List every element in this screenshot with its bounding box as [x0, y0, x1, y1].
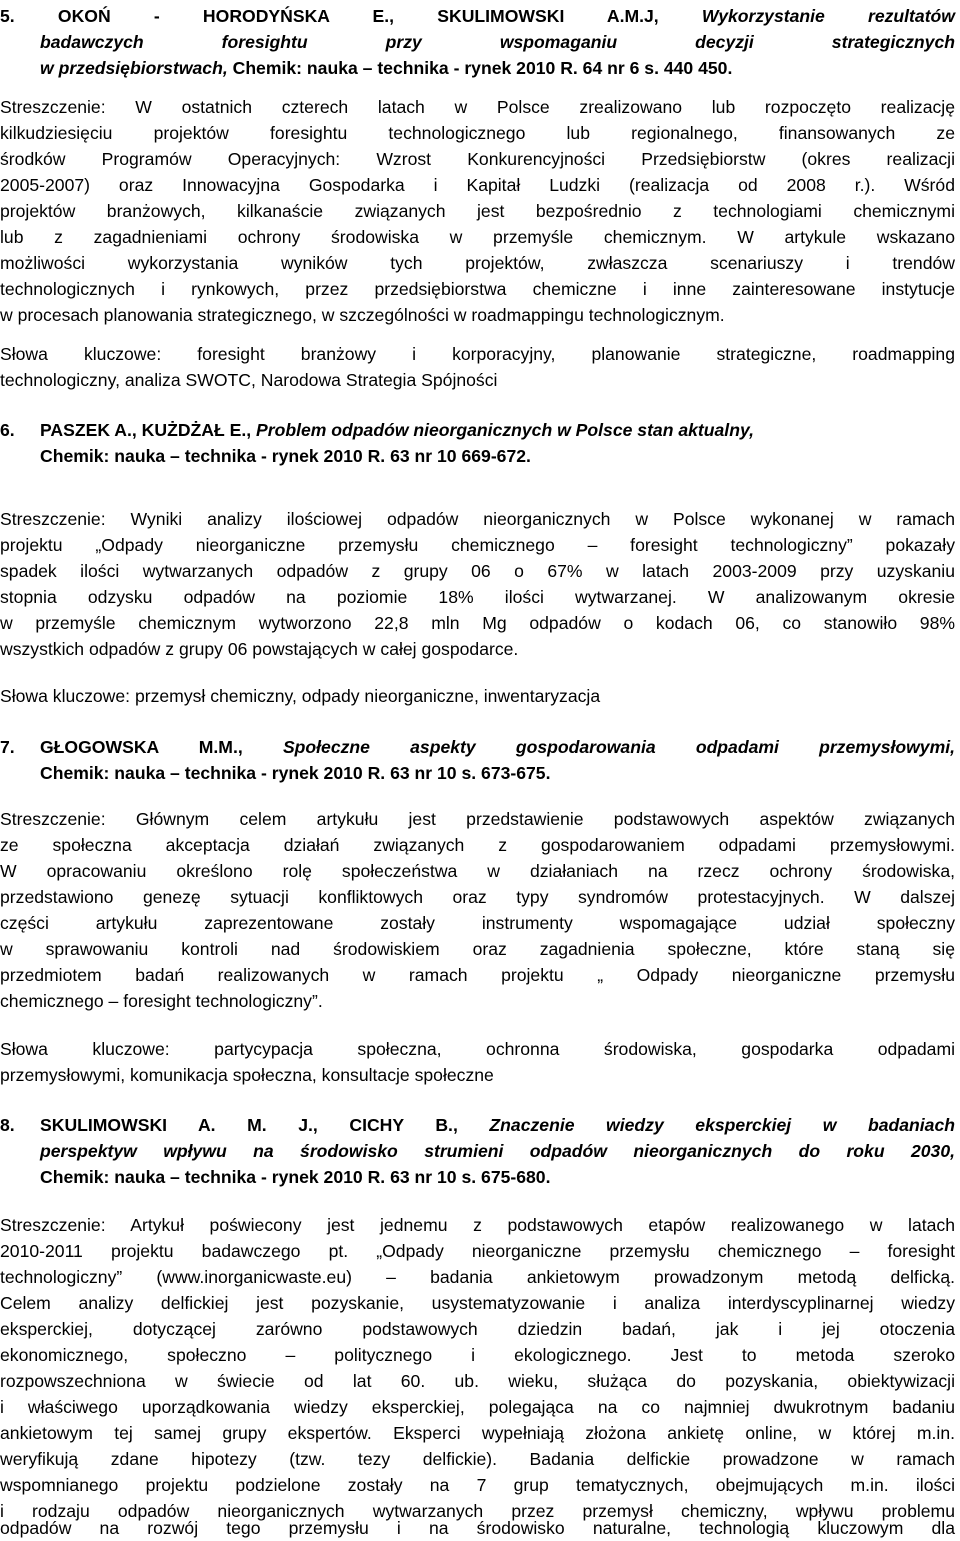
entry-8-title-line-2: perspektyw wpływu na środowisko strumieni odpadów nieorganicznych do roku 2030, [40, 1141, 955, 1161]
entry-6-abstract-line: spadek ilości wytwarzanych odpadów z grupy 06 o 67% w latach 2003-2009 przy uzyskaniu [0, 561, 955, 581]
entry-5-heading-line-1 [0, 3, 955, 29]
entry-7-keywords-line: Słowa kluczowe: partycypacja społeczna, ochronna środowiska, gospodarka odpadami [0, 1039, 956, 1059]
entry-6-abstract-line: projektu „Odpady nieorganiczne przemysłu chemicznego – foresight technologiczny” pokazały [0, 535, 955, 555]
entry-title: Wykorzystanie rezultatów [701, 6, 955, 26]
entry-6-abstract-line: wszystkich odpadów z grupy 06 powstających w całej gospodarce. [0, 639, 519, 659]
entry-number: 6. [0, 420, 15, 440]
entry-6-abstract-line: w przemyśle chemicznym wytworzono 22,8 mln Mg odpadów o kodach 06, co stanowiło 98% [0, 613, 955, 633]
entry-5-abstract-line: Streszczenie: W ostatnich czterech latach w Polsce zrealizowano lub rozpoczęto realizację [0, 97, 955, 117]
abstract-label: Streszczenie: [0, 1215, 106, 1235]
entry-source: Chemik: nauka – technika - rynek 2010 R. 63 nr 10 s. 675-680. [40, 1167, 551, 1187]
entry-authors: GŁOGOWSKA M.M., [40, 737, 243, 757]
entry-number: 7. [0, 737, 15, 757]
keywords-label: Słowa kluczowe: [0, 1039, 170, 1059]
entry-8-heading-line-1 [0, 1112, 955, 1138]
entry-7-abstract-line: przedmiotem badań realizowanych w ramach projektu „ Odpady nieorganiczne przemysłu [0, 965, 955, 985]
entry-8-abstract-line: odpadów na rozwój tego przemysłu i na środowisko naturalne, technologią kluczowym dla [0, 1518, 955, 1538]
entry-8-abstract-line: ankietowym tej samej grupy ekspertów. Eksperci wypełniają złożona ankietę online, w której m.in. [0, 1423, 955, 1443]
entry-5-title-line-2: badawczych foresightu przy wspomaganiu decyzji strategicznych [40, 32, 955, 52]
entry-source: Chemik: nauka – technika - rynek 2010 R. 64 nr 6 s. 440 450. [232, 58, 733, 78]
entry-8-abstract-line: 2010-2011 projektu badawczego pt. „Odpady nieorganiczne przemysłu chemicznego – foresight [0, 1241, 955, 1261]
entry-7-abstract-line: chemicznego – foresight technologiczny”. [0, 991, 323, 1011]
entry-8-abstract-line: rozpowszechniona w świecie od lat 60. ub. wieku, służąca do pozyskania, obiektywizacji [0, 1371, 955, 1391]
entry-7-keywords-line: przemysłowymi, komunikacja społeczna, konsultacje społeczne [0, 1065, 494, 1085]
entry-authors: OKOŃ - HORODYŃSKA E., SKULIMOWSKI A.M.J, [57, 6, 659, 26]
entry-number: 8. [0, 1115, 15, 1135]
entry-5-abstract-line: w procesach planowania strategicznego, w szczególności w roadmappingu technologicznym. [0, 305, 725, 325]
entry-5-abstract-line: technologicznych i rynkowych, przez przedsiębiorstwa chemiczne i inne zainteresowane instytucje [0, 279, 955, 299]
entry-5-abstract-line: lub z zagadnieniami ochrony środowiska w przemyśle chemicznym. W artykule wskazano [0, 227, 955, 247]
entry-8-abstract-line: wspomnianego projektu podzielone zostały na 7 grup tematycznych, obejmujących m.in. ilości [0, 1475, 955, 1495]
entry-authors: PASZEK A., KUŻDŻAŁ E., [40, 420, 252, 440]
abstract-label: Streszczenie: [0, 509, 106, 529]
entry-7-abstract-line: ze społeczna akceptacja działań związanych z gospodarowaniem odpadami przemysłowymi. [0, 835, 955, 855]
entry-6-abstract-line: Streszczenie: Wyniki analizy ilościowej odpadów nieorganicznych w Polsce wykonanej w ramach [0, 509, 955, 529]
entry-title: Znaczenie wiedzy eksperckiej w badaniach [489, 1115, 956, 1135]
entry-source: Chemik: nauka – technika - rynek 2010 R. 63 nr 10 s. 673-675. [40, 763, 551, 783]
entry-6-keywords-line: Słowa kluczowe: przemysł chemiczny, odpady nieorganiczne, inwentaryzacja [0, 686, 601, 706]
entry-8-source-line [40, 1164, 955, 1190]
entry-title: Społeczne aspekty gospodarowania odpadami przemysłowymi, [282, 737, 956, 757]
abstract-label: Streszczenie: [0, 809, 106, 829]
entry-8-abstract-line: i właściwego uporządkowania wiedzy eksperckiej, polegająca na co najmniej dwukrotnym badaniu [0, 1397, 955, 1417]
entry-5-abstract-line: projektów branżowych, kilkanaście związanych jest bezpośrednio z technologiami chemicznymi [0, 201, 955, 221]
keywords-label: Słowa kluczowe: [0, 344, 162, 364]
entry-8-abstract-line: eksperckiej, dotyczącej zarówno podstawowych dziedzin badań, jak i jej otoczenia [0, 1319, 955, 1339]
keywords-label: Słowa kluczowe: [0, 686, 131, 706]
entry-5-abstract-line: 2005-2007) oraz Innowacyjna Gospodarka i Kapitał Ludzki (realizacja od 2008 r.). Wśród [0, 175, 955, 195]
entry-7-abstract-line: części artykułu zaprezentowane zostały instrumenty wspomagające udział społeczny [0, 913, 955, 933]
entry-7-source-line [40, 760, 955, 786]
entry-7-abstract-line: w sprawowaniu kontroli nad środowiskiem oraz zagadnienia społeczne, które staną się [0, 939, 955, 959]
entry-5-abstract-line: środków Programów Operacyjnych: Wzrost Konkurencyjności Przedsiębiorstw (okres realizacji [0, 149, 955, 169]
abstract-label: Streszczenie: [0, 97, 106, 117]
entry-number: 5. [0, 6, 15, 26]
entry-5-keywords-line: technologiczny, analiza SWOTC, Narodowa Strategia Spójności [0, 370, 498, 390]
entry-7-abstract-line: Streszczenie: Głównym celem artykułu jest przedstawienie podstawowych aspektów związanych [0, 809, 955, 829]
entry-8-abstract-line: i rodzaju odpadów nieorganicznych wytwarzanych przez przemysł chemiczny, wpływu problemu [0, 1501, 955, 1521]
entry-7-heading-line-1 [0, 734, 955, 760]
entry-8-abstract-line: technologiczny” (www.inorganicwaste.eu) – badania ankietowym prowadzonym metodą delficką. [0, 1267, 955, 1287]
entry-5-abstract-line: możliwości wykorzystania wyników tych projektów, zwłaszcza scenariuszy i trendów [0, 253, 955, 273]
entry-8-abstract-line: weryfikują zdane hipotezy (tzw. tezy delfickie). Badania delfickie prowadzone w ramach [0, 1449, 955, 1469]
entry-8-abstract-line: Celem analizy delfickiej jest pozyskanie, usystematyzowanie i analiza interdyscyplinarnej wiedzy [0, 1293, 955, 1313]
entry-5-abstract-line: kilkudziesięciu projektów foresightu technologicznego lub regionalnego, finansowanych ze [0, 123, 955, 143]
entry-7-abstract-line: W opracowaniu określono rolę społeczeństwa w działaniach na rzecz ochrony środowiska, [0, 861, 955, 881]
entry-source: Chemik: nauka – technika - rynek 2010 R. 63 nr 10 669-672. [40, 446, 531, 466]
entry-7-abstract-line: przedstawiono genezę sytuacji konfliktowych oraz typy syndromów protestacyjnych. W dalszej [0, 887, 955, 907]
entry-6-heading-line-1 [0, 417, 955, 443]
entry-6-abstract-line: stopnia odzysku odpadów na poziomie 18% ilości wytwarzanej. W analizowanym okresie [0, 587, 955, 607]
entry-5-title-line-3: w przedsiębiorstwach, Chemik: nauka – technika - rynek 2010 R. 64 nr 6 s. 440 450. [40, 58, 733, 78]
entry-8-abstract-line: Streszczenie: Artykuł poświecony jest jednemu z podstawowych etapów realizowanego w latach [0, 1215, 955, 1235]
entry-title: Problem odpadów nieorganicznych w Polsce stan aktualny, [256, 420, 754, 440]
entry-authors: SKULIMOWSKI A. M. J., CICHY B., [40, 1115, 458, 1135]
entry-8-abstract-line: ekonomicznego, społeczno – politycznego i ekologicznego. Jest to metoda szeroko [0, 1345, 955, 1365]
entry-6-source-line [40, 443, 955, 469]
entry-5-keywords-line: Słowa kluczowe: foresight branżowy i korporacyjny, planowanie strategiczne, roadmapping [0, 344, 955, 364]
